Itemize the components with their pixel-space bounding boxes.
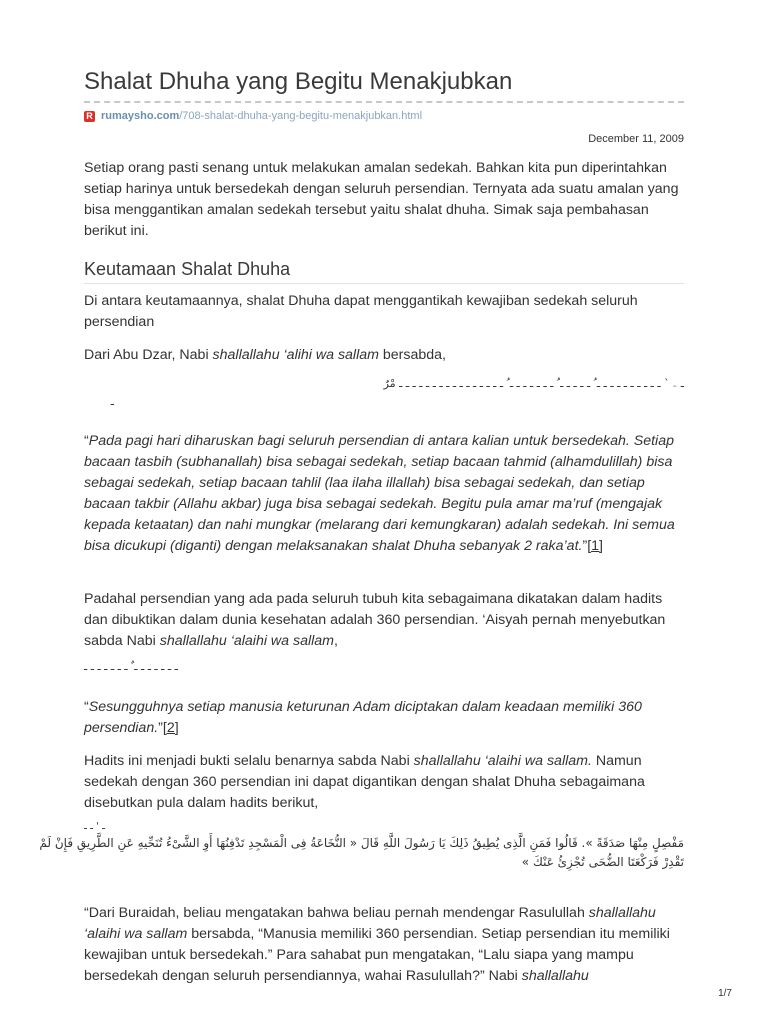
source-path[interactable]: /708-shalat-dhuha-yang-begitu-menakjubkan.html xyxy=(179,110,423,122)
arabic-line: مَفْصِلٍ مِنْهَا صَدَقَةً ». قَالُوا فَمَنِ الَّذِى يُطِيقُ ذَلِكَ يَا رَسُولَ اللَّهِ قَالَ « النُّخَاعَةُ فِى الْمَسْجِدِ تَدْفِنُهَا أَوِ الشَّىْءُ تُنَحِّيهِ عَنِ الطَّرِيقِ فَإِنْ لَمْ xyxy=(39,836,684,850)
paragraph-persendian xyxy=(84,589,684,652)
site-logo-icon: R xyxy=(84,111,95,122)
source-link[interactable] xyxy=(84,109,422,123)
arabic-hadith-3 xyxy=(39,820,684,872)
honorific: shallallahu xyxy=(521,968,589,984)
source-domain[interactable]: rumaysho.com xyxy=(101,110,180,122)
honorific: shallallahu ‘alaihi wa sallam xyxy=(159,633,335,649)
quote-text: Sesungguhnya setiap manusia keturunan Adam diciptakan dalam keadaan memiliki 360 persendian. xyxy=(84,699,642,736)
paragraph-hadits-bukti xyxy=(84,751,684,814)
honorific: shallallahu ‘alihi wa sallam xyxy=(212,347,379,363)
quote-text: Pada pagi hari diharuskan bagi seluruh persendian di antara kalian untuk bersedekah. Setiap bacaan tasbih (subhanallah) bisa sebagai sedekah, setiap bacaan tahmid (alhamdulillah) bisa sebagai sedekah, setiap bacaan tahlil (laa ilaha illallah) bisa sebagai sedekah, dan setiap bacaan takbir (Allahu akbar) juga bisa sebagai sedekah. Begitu pula amar ma’ruf (mengajak kepada ketaatan) dan nahi mungkar (melarang dari kemungkaran) adalah sedekah. Ini semua bisa dicukupi (diganti) dengan melaksanakan shalat Dhuha sebanyak 2 raka’at. xyxy=(84,433,675,554)
quote-mark: ” xyxy=(582,538,588,554)
paragraph-keutamaan: Di antara keutamaannya, shalat Dhuha dapat menggantikah kewajiban sedekah seluruh persendian xyxy=(84,293,638,330)
quote-mark: ” xyxy=(158,720,163,736)
quote-translation-1 xyxy=(84,431,684,557)
arabic-marks: ـ ' ـ ـ xyxy=(84,821,106,832)
text: Dari Abu Dzar, Nabi xyxy=(84,347,213,363)
heading-divider xyxy=(84,283,684,284)
honorific: shallallahu ‘alaihi wa sallam xyxy=(84,905,656,942)
arabic-line: تَقْدِرْ فَرَكْعَتَا الضُّحَى تُجْزِئُ عَنْكَ » xyxy=(521,855,684,869)
text: , xyxy=(334,633,338,649)
text: “Dari Buraidah, beliau mengatakan bahwa beliau pernah mendengar Rasulullah xyxy=(84,905,589,921)
intro-paragraph: Setiap orang pasti senang untuk melakukan amalan sedekah. Bahkan kita pun diperintahkan setiap harinya untuk bersedekah dengan seluruh persendian. Ternyata ada suatu amalan yang bisa menggantikan amalan sedekah tersebut yaitu shalat dhuha. Simak saja pembahasan berikut ini. xyxy=(84,160,679,239)
section-heading: Keutamaan Shalat Dhuha xyxy=(84,259,291,279)
arabic-hadith-1 xyxy=(84,375,684,411)
publish-date: December 11, 2009 xyxy=(588,133,684,145)
footnote-link-2[interactable]: [2] xyxy=(162,720,179,736)
text: Padahal persendian yang ada pada seluruh tubuh kita sebagaimana dikatakan dalam hadits dan dibuktikan dalam dunia kesehatan adalah 360 persendian. ‘Aisyah pernah menyebutkan sabda Nabi xyxy=(84,591,666,649)
quote-translation-2 xyxy=(84,697,684,739)
arabic-line: ـ ۦ ` ـ ـ ـ ـ ـ ـ ـ ـ ـ ـ ُ ـ ـ ـ ـ ـ ُ ـ ـ ـ ـ ـ ـ ـ ُ ـ ـ ـ ـ ـ ـ ـ ـ ـ ـ ـ ـ ـ ـ ـ ـ مْرٌ xyxy=(383,377,684,390)
text: Hadits ini menjadi bukti selalu benarnya sabda Nabi xyxy=(84,753,414,769)
text: bersabda, “Manusia memiliki 360 persendian. Setiap persendian itu memiliki kewajiban untuk bersedekah.” Para sahabat pun mengatakan, “Lalu siapa yang mampu bersedekah dengan seluruh persendiannya, wahai Rasulullah?” Nabi xyxy=(84,926,670,984)
page-number: 1/7 xyxy=(718,988,732,999)
text: Namun sedekah dengan 360 persendian ini dapat digantikan dengan shalat Dhuha sebagaimana disebutkan pula dalam hadits berikut, xyxy=(84,753,645,811)
paragraph-abu-dzar xyxy=(84,345,684,366)
arabic-hadith-2: ـ ـ ـ ـ ـ ـ ـ ٌ ـ ـ ـ ـ ـ ـ ـ xyxy=(84,660,178,673)
text: bersabda, xyxy=(378,347,446,363)
footnote-link-1[interactable]: [1] xyxy=(587,538,603,554)
page-title: Shalat Dhuha yang Begitu Menakjubkan xyxy=(84,68,513,95)
quote-mark: “ xyxy=(84,699,89,715)
title-divider xyxy=(84,101,684,103)
paragraph-buraidah xyxy=(84,903,684,987)
arabic-line: ـ xyxy=(110,395,114,408)
honorific: shallallahu ‘alaihi wa sallam. xyxy=(413,753,592,769)
quote-mark: “ xyxy=(84,433,89,449)
